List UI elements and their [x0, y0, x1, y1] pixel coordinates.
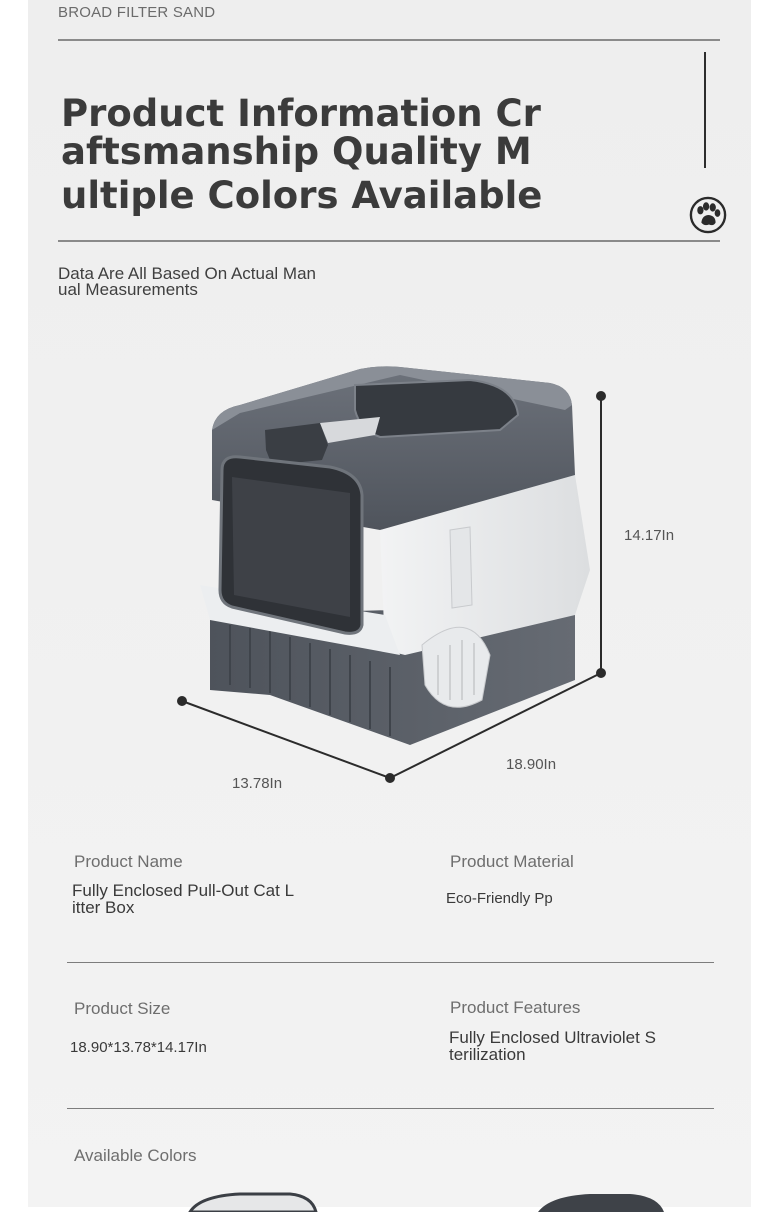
- available-colors-label: Available Colors: [74, 1146, 197, 1165]
- title-line-2: aftsmanship Quality M: [61, 130, 532, 173]
- product-features-line-1: Fully Enclosed Ultraviolet S: [449, 1028, 656, 1047]
- product-material-value: Eco-Friendly Pp: [446, 890, 553, 907]
- spec-divider-2: [67, 1108, 714, 1109]
- product-size-value: 18.90*13.78*14.17In: [70, 1039, 207, 1056]
- title-line-1: Product Information Cr: [61, 92, 541, 135]
- product-name-label: Product Name: [74, 852, 183, 871]
- product-name-line-1: Fully Enclosed Pull-Out Cat L: [72, 881, 295, 900]
- product-features-line-2: terilization: [449, 1045, 526, 1064]
- product-features-label: Product Features: [450, 998, 581, 1017]
- height-dimension: 14.17In: [624, 527, 675, 544]
- width-dimension: 13.78In: [232, 775, 283, 792]
- title-line-3: ultiple Colors Available: [61, 174, 543, 217]
- color-option-dark: [530, 1192, 670, 1212]
- product-size-label: Product Size: [74, 999, 171, 1018]
- measurement-note-line-1: Data Are All Based On Actual Man: [58, 264, 316, 283]
- product-material-label: Product Material: [450, 852, 574, 871]
- spec-divider-1: [67, 962, 714, 963]
- measurement-note-line-2: ual Measurements: [58, 280, 198, 299]
- length-dimension: 18.90In: [506, 756, 557, 773]
- product-name-line-2: itter Box: [72, 898, 135, 917]
- product-name-value: [72, 882, 294, 916]
- brand-text: BROAD FILTER SAND: [58, 4, 216, 21]
- product-features-value: [449, 1029, 656, 1063]
- color-option-light: [180, 1192, 320, 1212]
